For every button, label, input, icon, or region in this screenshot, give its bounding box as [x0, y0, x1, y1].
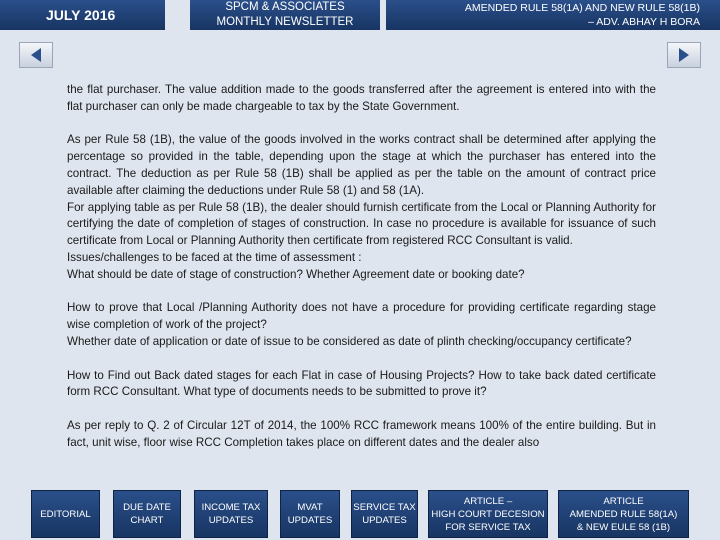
article-author: – ADV. ABHAY H BORA	[588, 16, 700, 28]
tab-service-tax-updates[interactable]	[351, 490, 418, 538]
tab-mvat-updates[interactable]	[280, 490, 340, 538]
newsletter-title	[190, 0, 380, 30]
arrow-left-icon	[30, 48, 42, 62]
tab-label: EDITORIAL	[40, 508, 91, 520]
tab-label: ARTICLE	[603, 495, 644, 507]
tab-article-amended-rule[interactable]	[558, 490, 689, 538]
arrow-right-icon	[678, 48, 690, 62]
tab-label: ARTICLE –	[463, 495, 513, 507]
next-page-button[interactable]	[667, 42, 701, 68]
month-label: JULY 2016	[46, 7, 116, 23]
tab-label: CHART	[130, 515, 164, 526]
firm-name: SPCM & ASSOCIATES	[225, 1, 345, 13]
tab-label: UPDATES	[362, 515, 407, 526]
tab-label: INCOME TAX	[201, 502, 261, 513]
previous-page-button[interactable]	[19, 42, 53, 68]
paragraph: How to prove that Local /Planning Authority does not have a procedure for providing certificate regarding stage wise completion of work of the project?	[67, 301, 656, 332]
article-title	[386, 0, 720, 30]
paragraph: For applying table as per Rule 58 (1B), the dealer should furnish certificate from the Local or Planning Authority for certifying the date of completion of stages of construction. In case no procedure is available for issuance of such certificate from Local or Planning Authority then certificate from registered RCC Consultant is valid.	[67, 200, 656, 248]
article-heading: AMENDED RULE 58(1A) AND NEW RULE 58(1B)	[464, 2, 700, 14]
newsletter-month	[0, 0, 165, 30]
tab-label: UPDATES	[208, 515, 254, 526]
newsletter-name: MONTHLY NEWSLETTER	[216, 16, 354, 28]
paragraph: How to Find out Back dated stages for each Flat in case of Housing Projects? How to take back dated certificate form RCC Consultant. What type of documents needs to be submitted to prove it?	[67, 368, 656, 399]
tab-label: SERVICE TAX	[353, 502, 416, 513]
tab-label: AMENDED RULE 58(1A)	[569, 508, 678, 520]
paragraph: the flat purchaser. The value addition made to the goods transferred after the agreement is entered into with the flat purchaser can only be made chargeable to tax by the State Government.	[67, 83, 656, 113]
tab-label: HIGH COURT DECESION	[431, 508, 545, 520]
paragraph: Whether date of application or date of issue to be considered as date of plinth checking/occupancy certificate?	[67, 334, 632, 348]
tab-label: MVAT	[297, 502, 323, 513]
paragraph: As per Rule 58 (1B), the value of the goods involved in the works contract shall be determined after applying the percentage so provided in the table, depending upon the stage at which the purchaser has entered into the contract. The deduction as per Rule 58 (1B) shall be applied as per the table on the amount of contract price available after claiming the deductions under Rule 58 (1) and 58 (1A).	[67, 133, 656, 197]
paragraph: Issues/challenges to be faced at the time of assessment :	[67, 250, 362, 264]
tab-label: FOR SERVICE TAX	[445, 521, 531, 533]
tab-editorial[interactable]	[31, 490, 100, 538]
tab-income-tax-updates[interactable]	[194, 490, 268, 538]
tab-label: DUE DATE	[123, 502, 171, 513]
article-body	[67, 82, 656, 452]
tab-due-date-chart[interactable]	[113, 490, 181, 538]
tab-label: & NEW EULE 58 (1B)	[576, 521, 671, 533]
tab-label: UPDATES	[287, 515, 333, 526]
paragraph: As per reply to Q. 2 of Circular 12T of 2014, the 100% RCC framework means 100% of the entire building. But in fact, unit wise, floor wise RCC Completion takes place on different dates and the dealer also	[67, 418, 656, 449]
paragraph: What should be date of stage of construction? Whether Agreement date or booking date?	[67, 267, 525, 281]
page-navigation	[0, 40, 720, 68]
tab-article-high-court[interactable]	[428, 490, 548, 538]
